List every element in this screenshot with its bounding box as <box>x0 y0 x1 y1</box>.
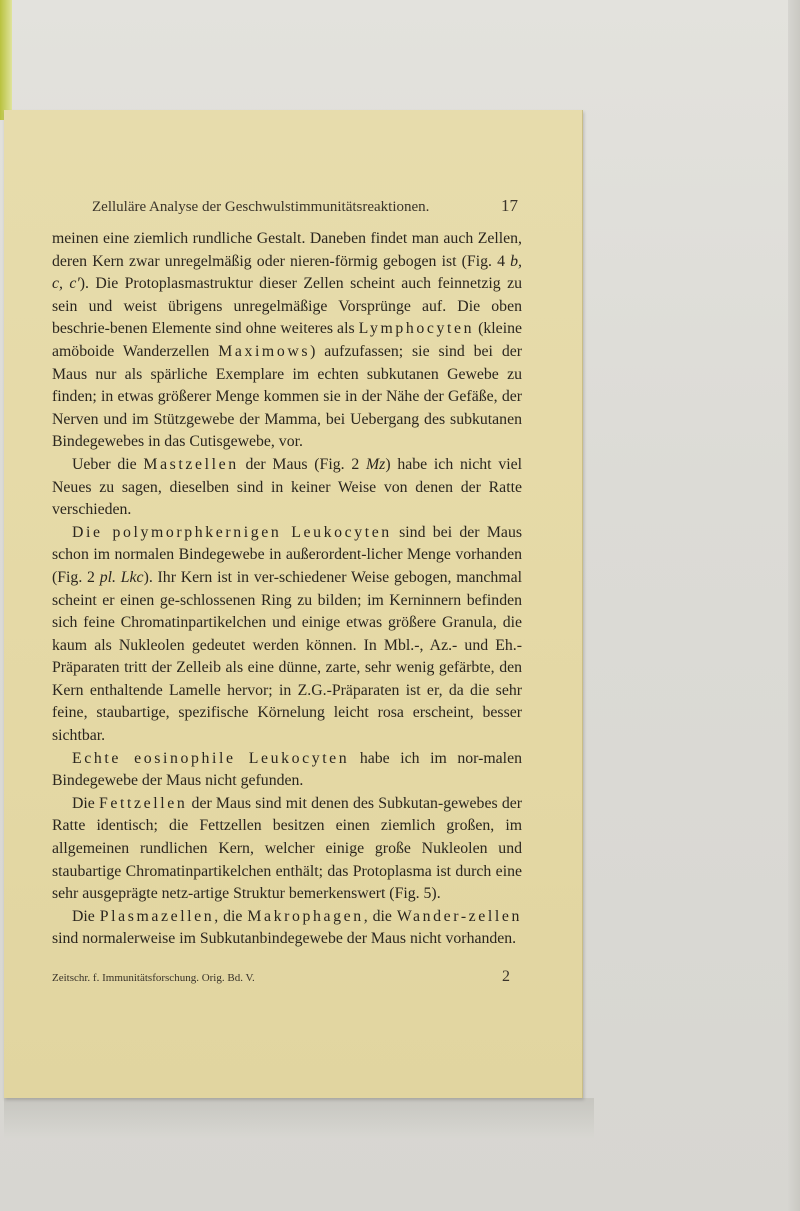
spaced-term: Plasmazellen <box>99 907 215 925</box>
text-run: ). Ihr Kern ist in ver-schiedener Weise gebogen, manchmal scheint er einen ge-schlossenen Ring zu bilden; im Kerninnern befinden sich feine Chromatinpartikelchen und einige etwas größere Granula, die kaum als Nukleolen gedeutet werden können. In Mbl.-, Az.- und Eh.-Präparaten tritt der Zelleib als eine dünne, zarte, sehr wenig gefärbte, den Kern enthaltende Lamelle hervor; in Z.G.-Präparaten ist er, da die sehr feine, staubartige, spezifische Körnelung leicht rosa erscheint, besser sichtbar. <box>52 568 522 745</box>
text-run: sind normalerweise im Subkutanbindegewebe der Maus nicht vorhanden. <box>52 930 517 948</box>
paragraph <box>52 454 522 522</box>
running-title: Zelluläre Analyse der Geschwulstimmunitätsreaktionen. <box>92 199 430 215</box>
spaced-term: Mastzellen <box>143 455 239 473</box>
scanner-edge-strip <box>0 0 12 120</box>
paragraph <box>52 522 522 748</box>
spaced-term: Makrophagen <box>247 907 364 925</box>
figure-reference: b, c, c' <box>52 252 522 293</box>
spaced-term: Wander-zellen <box>396 907 522 925</box>
page-shadow <box>4 1098 594 1138</box>
spaced-term: Echte eosinophile Leukocyten <box>72 749 350 767</box>
text-run: , die <box>214 907 248 925</box>
figure-reference: pl. Lkc <box>99 568 144 586</box>
text-run: sind bei der Maus schon im normalen Bindegewebe in außerordent-licher Menge vorhanden (Fig. 2 <box>52 523 522 586</box>
text-run: (kleine amöboide Wanderzellen <box>52 320 522 360</box>
text-run: meinen eine ziemlich rundliche Gestalt. Daneben findet man auch Zellen, deren Kern zwar unregelmäßig oder nieren-förmig gebogen ist (Fig. 4 <box>52 230 522 270</box>
figure-reference: Mz <box>366 455 386 473</box>
text-run: Die <box>72 907 100 925</box>
text-run: Die <box>72 794 100 812</box>
signature-mark: 2 <box>502 968 510 985</box>
spaced-term: Lymphocyten <box>358 320 475 338</box>
page-number: 17 <box>501 196 518 215</box>
text-run: der Maus sind mit denen des Subkutan-gewebes der Ratte identisch; die Fettzellen besitzen einen ziemlich großen, im allgemeinen rundlichen Kern, welcher einige große Nukleolen und staubartige Chromatinpartikelchen enthält; das Protoplasma ist durch eine sehr ausgeprägte netz-artige Struktur bemerkenswert (Fig. 5). <box>52 794 522 903</box>
body-text <box>52 228 522 951</box>
scanner-right-edge <box>788 0 800 1211</box>
page-footer <box>52 968 522 986</box>
text-run: ). Die Protoplasmastruktur dieser Zellen scheint auch feinnetzig zu sein und weist übrigens unregelmäßige Vorsprünge auf. Die oben beschrie-benen Elemente sind ohne weiteres als <box>52 275 522 338</box>
spaced-term: Fettzellen <box>99 794 188 812</box>
text-run: der Maus (Fig. 2 <box>238 455 366 473</box>
text-run: ) habe ich nicht viel Neues zu sagen, dieselben sind in keiner Weise von denen der Ratte verschieden. <box>52 455 523 519</box>
text-run: habe ich im nor-malen Bindegewebe der Maus nicht gefunden. <box>52 749 522 790</box>
spaced-term: Maximows <box>218 342 311 360</box>
running-header <box>92 196 518 216</box>
book-page <box>4 110 583 1098</box>
paragraph <box>52 793 522 906</box>
text-run: ) aufzufassen; sie sind bei der Maus nur als spärliche Exemplare im echten subkutanen Gewebe zu finden; in etwas größerer Menge kommen sie in der Nähe der Gefäße, der Nerven und im Stützgewebe der Mamma, bei Uebergang des subkutanen Bindegewebes in das Cutisgewebe, vor. <box>52 342 522 451</box>
paragraph <box>52 228 522 454</box>
spaced-term: Die polymorphkernigen Leukocyten <box>72 523 392 541</box>
journal-footnote: Zeitschr. f. Immunitätsforschung. Orig. Bd. V. <box>52 972 255 984</box>
text-run: , die <box>363 907 397 925</box>
paragraph <box>52 748 522 793</box>
text-run: Ueber die <box>72 455 144 473</box>
paragraph <box>52 906 522 951</box>
